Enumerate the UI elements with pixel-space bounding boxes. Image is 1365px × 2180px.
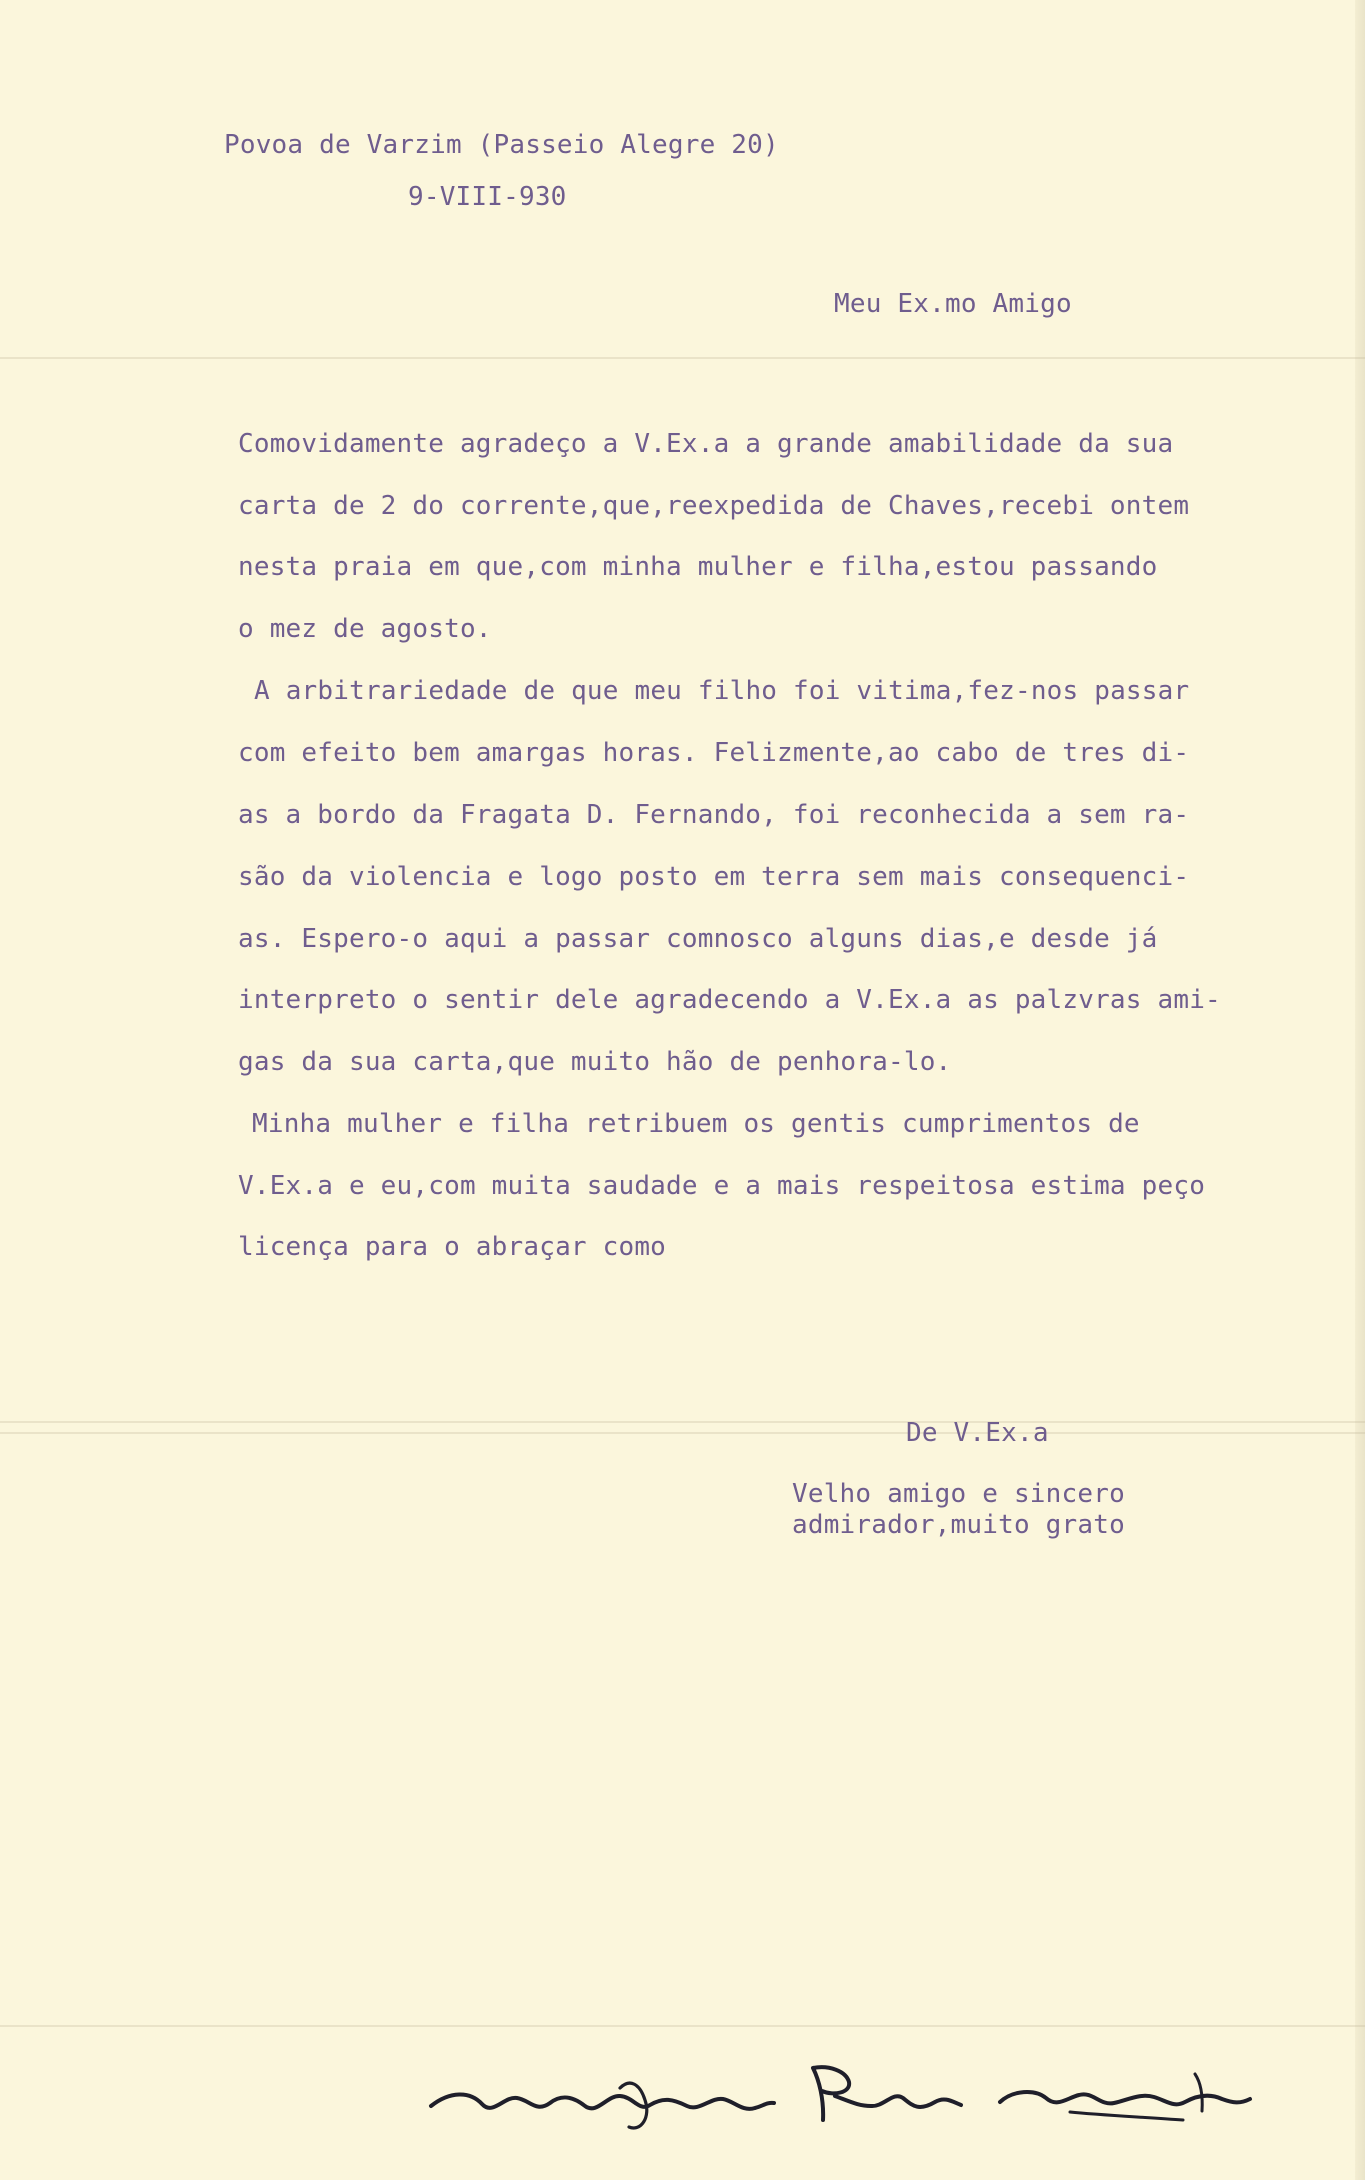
salutation: Meu Ex.mo Amigo — [834, 289, 1072, 319]
body-line: Minha mulher e filha retribuem os gentis cumprimentos de — [252, 1109, 1140, 1139]
fold-line — [0, 1421, 1365, 1423]
closing-line-2: Velho amigo e sincero — [792, 1479, 1125, 1509]
body-line: Comovidamente agradeço a V.Ex.a a grande amabilidade da sua — [238, 429, 1174, 459]
body-line: o mez de agosto. — [238, 614, 492, 644]
paper-edge — [1355, 0, 1365, 2180]
body-line: V.Ex.a e eu,com muita saudade e a mais respeitosa estima peço — [238, 1171, 1206, 1201]
body-line: as. Espero-o aqui a passar comnosco alguns dias,e desde já — [238, 924, 1158, 954]
closing-line-1: De V.Ex.a — [906, 1418, 1049, 1448]
closing-line-3: admirador,muito grato — [792, 1510, 1125, 1540]
fold-line — [0, 357, 1365, 359]
body-line: licença para o abraçar como — [238, 1232, 667, 1262]
body-line: com efeito bem amargas horas. Felizmente,ao cabo de tres di- — [238, 738, 1190, 768]
fold-line — [0, 1432, 1365, 1434]
body-line: as a bordo da Fragata D. Fernando, foi reconhecida a sem ra- — [238, 800, 1190, 830]
body-line: interpreto o sentir dele agradecendo a V.Ex.a as palzvras ami- — [238, 985, 1221, 1015]
body-line: nesta praia em que,com minha mulher e filha,estou passando — [238, 552, 1158, 582]
sender-location: Povoa de Varzim (Passeio Alegre 20) — [224, 130, 779, 160]
body-line: são da violencia e logo posto em terra sem mais consequenci- — [238, 862, 1190, 892]
body-line: A arbitrariedade de que meu filho foi vitima,fez-nos passar — [254, 676, 1190, 706]
fold-line — [0, 2025, 1365, 2027]
handwritten-signature — [425, 2048, 1255, 2133]
letter-date: 9-VIII-930 — [408, 182, 567, 212]
body-line: gas da sua carta,que muito hão de penhora-lo. — [238, 1047, 952, 1077]
body-line: carta de 2 do corrente,que,reexpedida de Chaves,recebi ontem — [238, 491, 1190, 521]
